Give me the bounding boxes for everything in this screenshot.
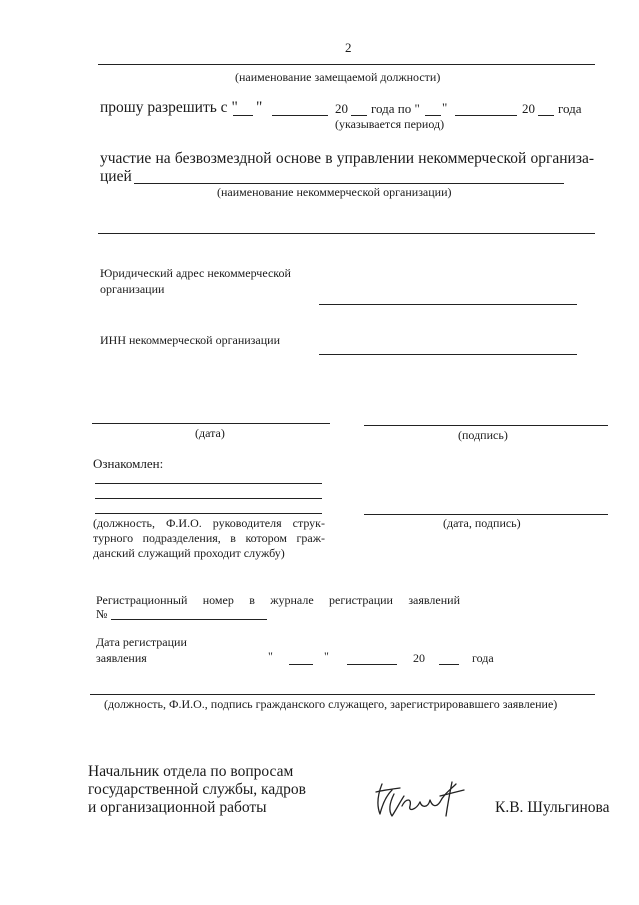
date-caption: (дата) (195, 426, 225, 440)
legal-address-label-2: организации (100, 282, 165, 296)
registration-year: 20 (413, 651, 425, 665)
signature-line (364, 425, 608, 426)
request-month1-line (272, 115, 328, 116)
request-prefix: прошу разрешить с " (100, 99, 238, 116)
acquainted-line-1 (95, 483, 322, 484)
registration-day-line (289, 664, 313, 665)
position-caption: (наименование замещаемой должности) (235, 70, 441, 84)
registration-date-quote2: " (324, 649, 329, 663)
request-year2: 20 (522, 101, 535, 116)
org-name-caption: (наименование некоммерческой организации) (217, 185, 452, 199)
acquainted-date-sign-line (364, 514, 608, 515)
registration-date-label-1: Дата регистрации (96, 635, 187, 649)
participation-line2: цией (100, 168, 132, 185)
footer-signer: К.В. Шульгинова (495, 799, 610, 816)
acquainted-line-3 (95, 513, 322, 514)
registrar-line (90, 694, 595, 695)
registration-year-suffix: года (472, 651, 494, 665)
inn-line (319, 354, 577, 355)
acquainted-line-2 (95, 498, 322, 499)
acquainted-caption-3: данский служащий проходит службу) (93, 546, 285, 560)
registration-month-line (347, 664, 397, 665)
acquainted-caption-1: (должность, Ф.И.О. руководителя струк- (93, 516, 325, 530)
inn-label: ИНН некоммерческой организации (100, 333, 281, 347)
request-year1: 20 (335, 101, 348, 116)
registration-date-label-2: заявления (96, 651, 147, 665)
registration-number-sign: № (96, 607, 108, 621)
registration-number-line (111, 619, 267, 620)
legal-address-line (319, 304, 577, 305)
request-day2-line (425, 115, 441, 116)
footer-title-2: государственной службы, кадров (88, 781, 306, 798)
footer-title-3: и организационной работы (88, 799, 267, 816)
handwritten-signature (370, 772, 470, 822)
request-day1-line (233, 115, 253, 116)
signature-caption: (подпись) (458, 428, 508, 442)
acquainted-date-sign-caption: (дата, подпись) (443, 516, 521, 530)
legal-address-label-1: Юридический адрес некоммерческой (100, 266, 291, 280)
registration-year-line (439, 664, 459, 665)
request-quote2: " (442, 100, 448, 115)
registration-number-label: Регистрационный номер в журнале регистрации заявлений (96, 593, 460, 607)
acquainted-caption-2: турного подразделения, в котором граж- (93, 531, 325, 545)
request-mid: года по " (371, 101, 420, 116)
participation-line1: участие на безвозмездной основе в управлении некоммерческой организа- (100, 150, 594, 167)
request-suffix: года (558, 101, 582, 116)
request-year1-line (351, 115, 367, 116)
registration-date-quote1: " (268, 649, 273, 663)
footer-title-1: Начальник отдела по вопросам (88, 763, 294, 780)
request-quote1: " (256, 99, 263, 116)
org-name-line (134, 183, 564, 184)
request-year2-line (538, 115, 554, 116)
request-month2-line (455, 115, 517, 116)
date-line (92, 423, 330, 424)
period-caption: (указывается период) (335, 117, 445, 131)
registrar-caption: (должность, Ф.И.О., подпись гражданского служащего, зарегистрировавшего заявление) (104, 697, 558, 711)
page-number: 2 (345, 40, 352, 55)
acquainted-label: Ознакомлен: (93, 456, 164, 471)
org-name-line-2 (98, 233, 595, 234)
position-line (98, 64, 595, 65)
